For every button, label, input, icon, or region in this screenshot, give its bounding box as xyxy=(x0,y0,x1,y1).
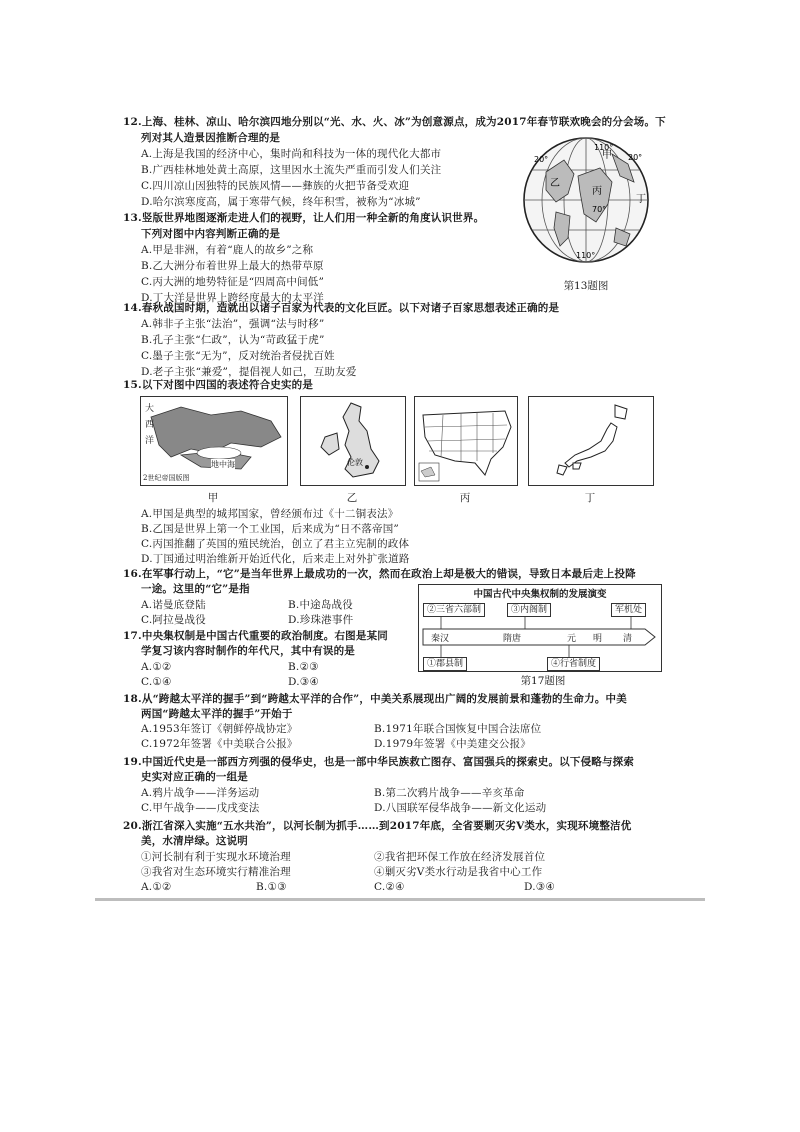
q18-option-c: C.1972年签署《中美联合公报》 xyxy=(141,738,298,750)
globe-label-110-top: 110° xyxy=(594,143,614,152)
q16-option-a: A.诺曼底登陆 xyxy=(141,599,206,611)
q20-statement-4: ④剿灭劣Ⅴ类水行动是我省中心工作 xyxy=(374,866,543,878)
globe-label-70: 70° xyxy=(592,205,607,214)
q17-option-a: A.①② xyxy=(141,661,172,673)
q19-option-a: A.鸦片战争——洋务运动 xyxy=(141,787,260,799)
timeline-box-3: ③内阁制 xyxy=(507,603,551,617)
roman-empire-map xyxy=(141,397,287,485)
q15-map-ding xyxy=(528,396,654,486)
q17-option-b: B.②③ xyxy=(288,661,319,673)
britain-map xyxy=(301,397,405,485)
globe-label-jia: 甲 xyxy=(602,150,612,161)
q19-option-b: B.第二次鸦片战争——辛亥革命 xyxy=(374,787,525,799)
q12-stem-line2: 列对其人造景因推断合理的是 xyxy=(141,132,281,144)
q15-caption-yi: 乙 xyxy=(346,492,358,504)
timeline-box-4: ④行省制度 xyxy=(547,657,600,671)
timeline-era-ming: 明 xyxy=(593,634,603,644)
usa-map xyxy=(415,397,517,485)
q13-globe-figure xyxy=(516,130,656,275)
q16-option-d: D.珍珠港事件 xyxy=(288,614,354,626)
timeline-box-junjichu: 军机处 xyxy=(611,603,646,617)
q12-option-a: A.上海是我国的经济中心，集时尚和科技为一体的现代化大都市 xyxy=(141,148,442,160)
q20-option-a: A.①② xyxy=(141,881,172,893)
q13-stem-line1: 13.竖版世界地图逐渐走进人们的视野，让人们用一种全新的角度认识世界。 xyxy=(123,212,485,224)
q18-option-d: D.1979年签署《中美建交公报》 xyxy=(374,738,532,750)
q17-option-c: C.①④ xyxy=(141,676,172,688)
q19-stem-line1: 19.中国近代史是一部西方列强的侵华史，也是一部中华民族救亡图存、富国强兵的探索史。以下侵略与探索 xyxy=(123,756,635,768)
q15-caption-ding: 丁 xyxy=(584,492,596,504)
q17-figure-caption: 第17题图 xyxy=(520,675,566,687)
q20-statement-2: ②我省把环保工作放在经济发展首位 xyxy=(374,851,546,863)
q12-option-d: D.哈尔滨寒度高，属于寒带气候，终年积雪，被称为“冰城” xyxy=(141,196,421,208)
q20-option-c: C.②④ xyxy=(374,881,405,893)
globe-label-20-right: 20° xyxy=(628,153,643,162)
q18-stem-line2: 两国“跨越太平洋的握手”开始于 xyxy=(141,708,293,720)
q12-option-b: B.广西桂林地处黄土高原，这里因水土流失严重而引发人们关注 xyxy=(141,164,442,176)
q13-option-d: D.丁大洋是世界上跨经度最大的太平洋 xyxy=(141,292,324,304)
q13-option-c: C.丙大洲的地势特征是“四周高中间低” xyxy=(141,276,325,288)
q16-stem-line1: 16.在军事行动上，“它”是当年世界上最成功的一次，然而在政治上却是极大的错误，导致日本最后走上投降 xyxy=(123,568,636,580)
q19-option-c: C.甲午战争——戊戌变法 xyxy=(141,802,260,814)
q18-stem-line1: 18.从“跨越太平洋的握手”到“跨越太平洋的合作”，中美关系展现出广阔的发展前景和蓬勃的生命力。中美 xyxy=(123,693,627,705)
timeline-era-yuan: 元 xyxy=(567,634,577,644)
q14-option-d: D.老子主张“兼爱”，提倡视人如己，互助友爱 xyxy=(141,366,357,378)
q15-map-bing xyxy=(414,396,518,486)
q12-stem-line1: 12.上海、桂林、凉山、哈尔滨四地分别以“光、水、火、冰”为创意源点，成为2017年春节联欢晚会的分会场。下 xyxy=(123,116,666,128)
q20-option-d: D.③④ xyxy=(524,881,556,893)
q15-map-yi xyxy=(300,396,406,486)
q20-stem-line1: 20.浙江省深入实施“五水共治”，以河长制为抓手……到2017年底，全省要剿灭劣Ⅴ类水，实现环境整洁优 xyxy=(123,820,632,832)
timeline-title: 中国古代中央集权制的发展演变 xyxy=(473,589,607,600)
q13-option-a: A.甲是非洲，有着“鹿人的故乡”之称 xyxy=(141,244,314,256)
map-jia-sea-label: 地中海 xyxy=(211,460,235,469)
q18-option-b: B.1971年联合国恢复中国合法席位 xyxy=(374,723,542,735)
timeline-era-qinhan: 秦汉 xyxy=(431,634,450,644)
q17-stem-line2: 学复习该内容时制作的年代尺，其中有误的是 xyxy=(141,645,355,657)
timeline-era-qing: 清 xyxy=(623,634,633,644)
timeline-box-1: ①郡县制 xyxy=(423,657,467,671)
japan-map xyxy=(529,397,653,485)
q15-map-jia xyxy=(140,396,288,486)
globe-label-20-left: 20° xyxy=(534,155,549,164)
q20-stem-line2: 美，水清岸绿。这说明 xyxy=(141,835,248,847)
globe-label-ding: 丁 xyxy=(636,194,646,205)
q20-statement-1: ①河长制有利于实现水环境治理 xyxy=(141,851,291,863)
q12-option-c: C.四川凉山因独特的民族风情——彝族的火把节备受欢迎 xyxy=(141,180,410,192)
q14-option-b: B.孔子主张“仁政”，认为“苛政猛于虎” xyxy=(141,334,325,346)
page-bottom-divider xyxy=(95,898,705,901)
q20-option-b: B.①③ xyxy=(256,881,287,893)
globe-label-bing: 丙 xyxy=(592,186,602,197)
q15-option-d: D.丁国通过明治维新开始近代化，后来走上对外扩张道路 xyxy=(141,553,410,565)
q14-option-c: C.墨子主张“无为”，反对统治者侵扰百姓 xyxy=(141,350,335,362)
q17-timeline-figure xyxy=(418,584,662,672)
q19-option-d: D.八国联军侵华战争——新文化运动 xyxy=(374,802,547,814)
q15-option-a: A.甲国是典型的城邦国家，曾经颁布过《十二铜表法》 xyxy=(141,508,399,520)
map-jia-inner-caption: 2世纪帝国版图 xyxy=(143,474,190,482)
map-yi-city-label: 伦敦 xyxy=(347,458,363,467)
q13-stem-line2: 下列对图中内容判断正确的是 xyxy=(141,228,281,240)
q15-caption-bing: 丙 xyxy=(459,492,471,504)
q19-stem-line2: 史实对应正确的一组是 xyxy=(141,771,248,783)
q16-option-c: C.阿拉曼战役 xyxy=(141,614,206,626)
q15-stem: 15.以下对图中四国的表述符合史实的是 xyxy=(123,379,314,391)
q16-stem-line2: 一途。这里的“它”是指 xyxy=(141,583,250,595)
q14-option-a: A.韩非子主张“法治”，强调“法与时移” xyxy=(141,318,325,330)
map-jia-ocean-label: 大西洋 xyxy=(145,404,155,446)
timeline-box-2: ②三省六部制 xyxy=(423,603,485,617)
q15-caption-jia: 甲 xyxy=(207,492,219,504)
q15-option-c: C.丙国推翻了英国的殖民统治，创立了君主立宪制的政体 xyxy=(141,538,410,550)
q20-statement-3: ③我省对生态环境实行精准治理 xyxy=(141,866,291,878)
globe-label-110-bottom: 110° xyxy=(576,251,596,260)
q13-figure-caption: 第13题图 xyxy=(563,280,609,292)
q17-option-d: D.③④ xyxy=(288,676,320,688)
q15-option-b: B.乙国是世界上第一个工业国，后来成为“日不落帝国” xyxy=(141,523,399,535)
q13-option-b: B.乙大洲分布着世界上最大的热带草原 xyxy=(141,260,324,272)
q18-option-a: A.1953年签订《朝鲜停战协定》 xyxy=(141,723,298,735)
q17-stem-line1: 17.中央集权制是中国古代重要的政治制度。右图是某同 xyxy=(123,630,388,642)
q16-option-b: B.中途岛战役 xyxy=(288,599,353,611)
globe-label-yi: 乙 xyxy=(550,178,560,189)
timeline-era-suitang: 隋唐 xyxy=(503,634,522,644)
q14-stem: 14.春秋战国时期，造就出以诸子百家为代表的文化巨匠。以下对诸子百家思想表述正确的是 xyxy=(123,302,560,314)
